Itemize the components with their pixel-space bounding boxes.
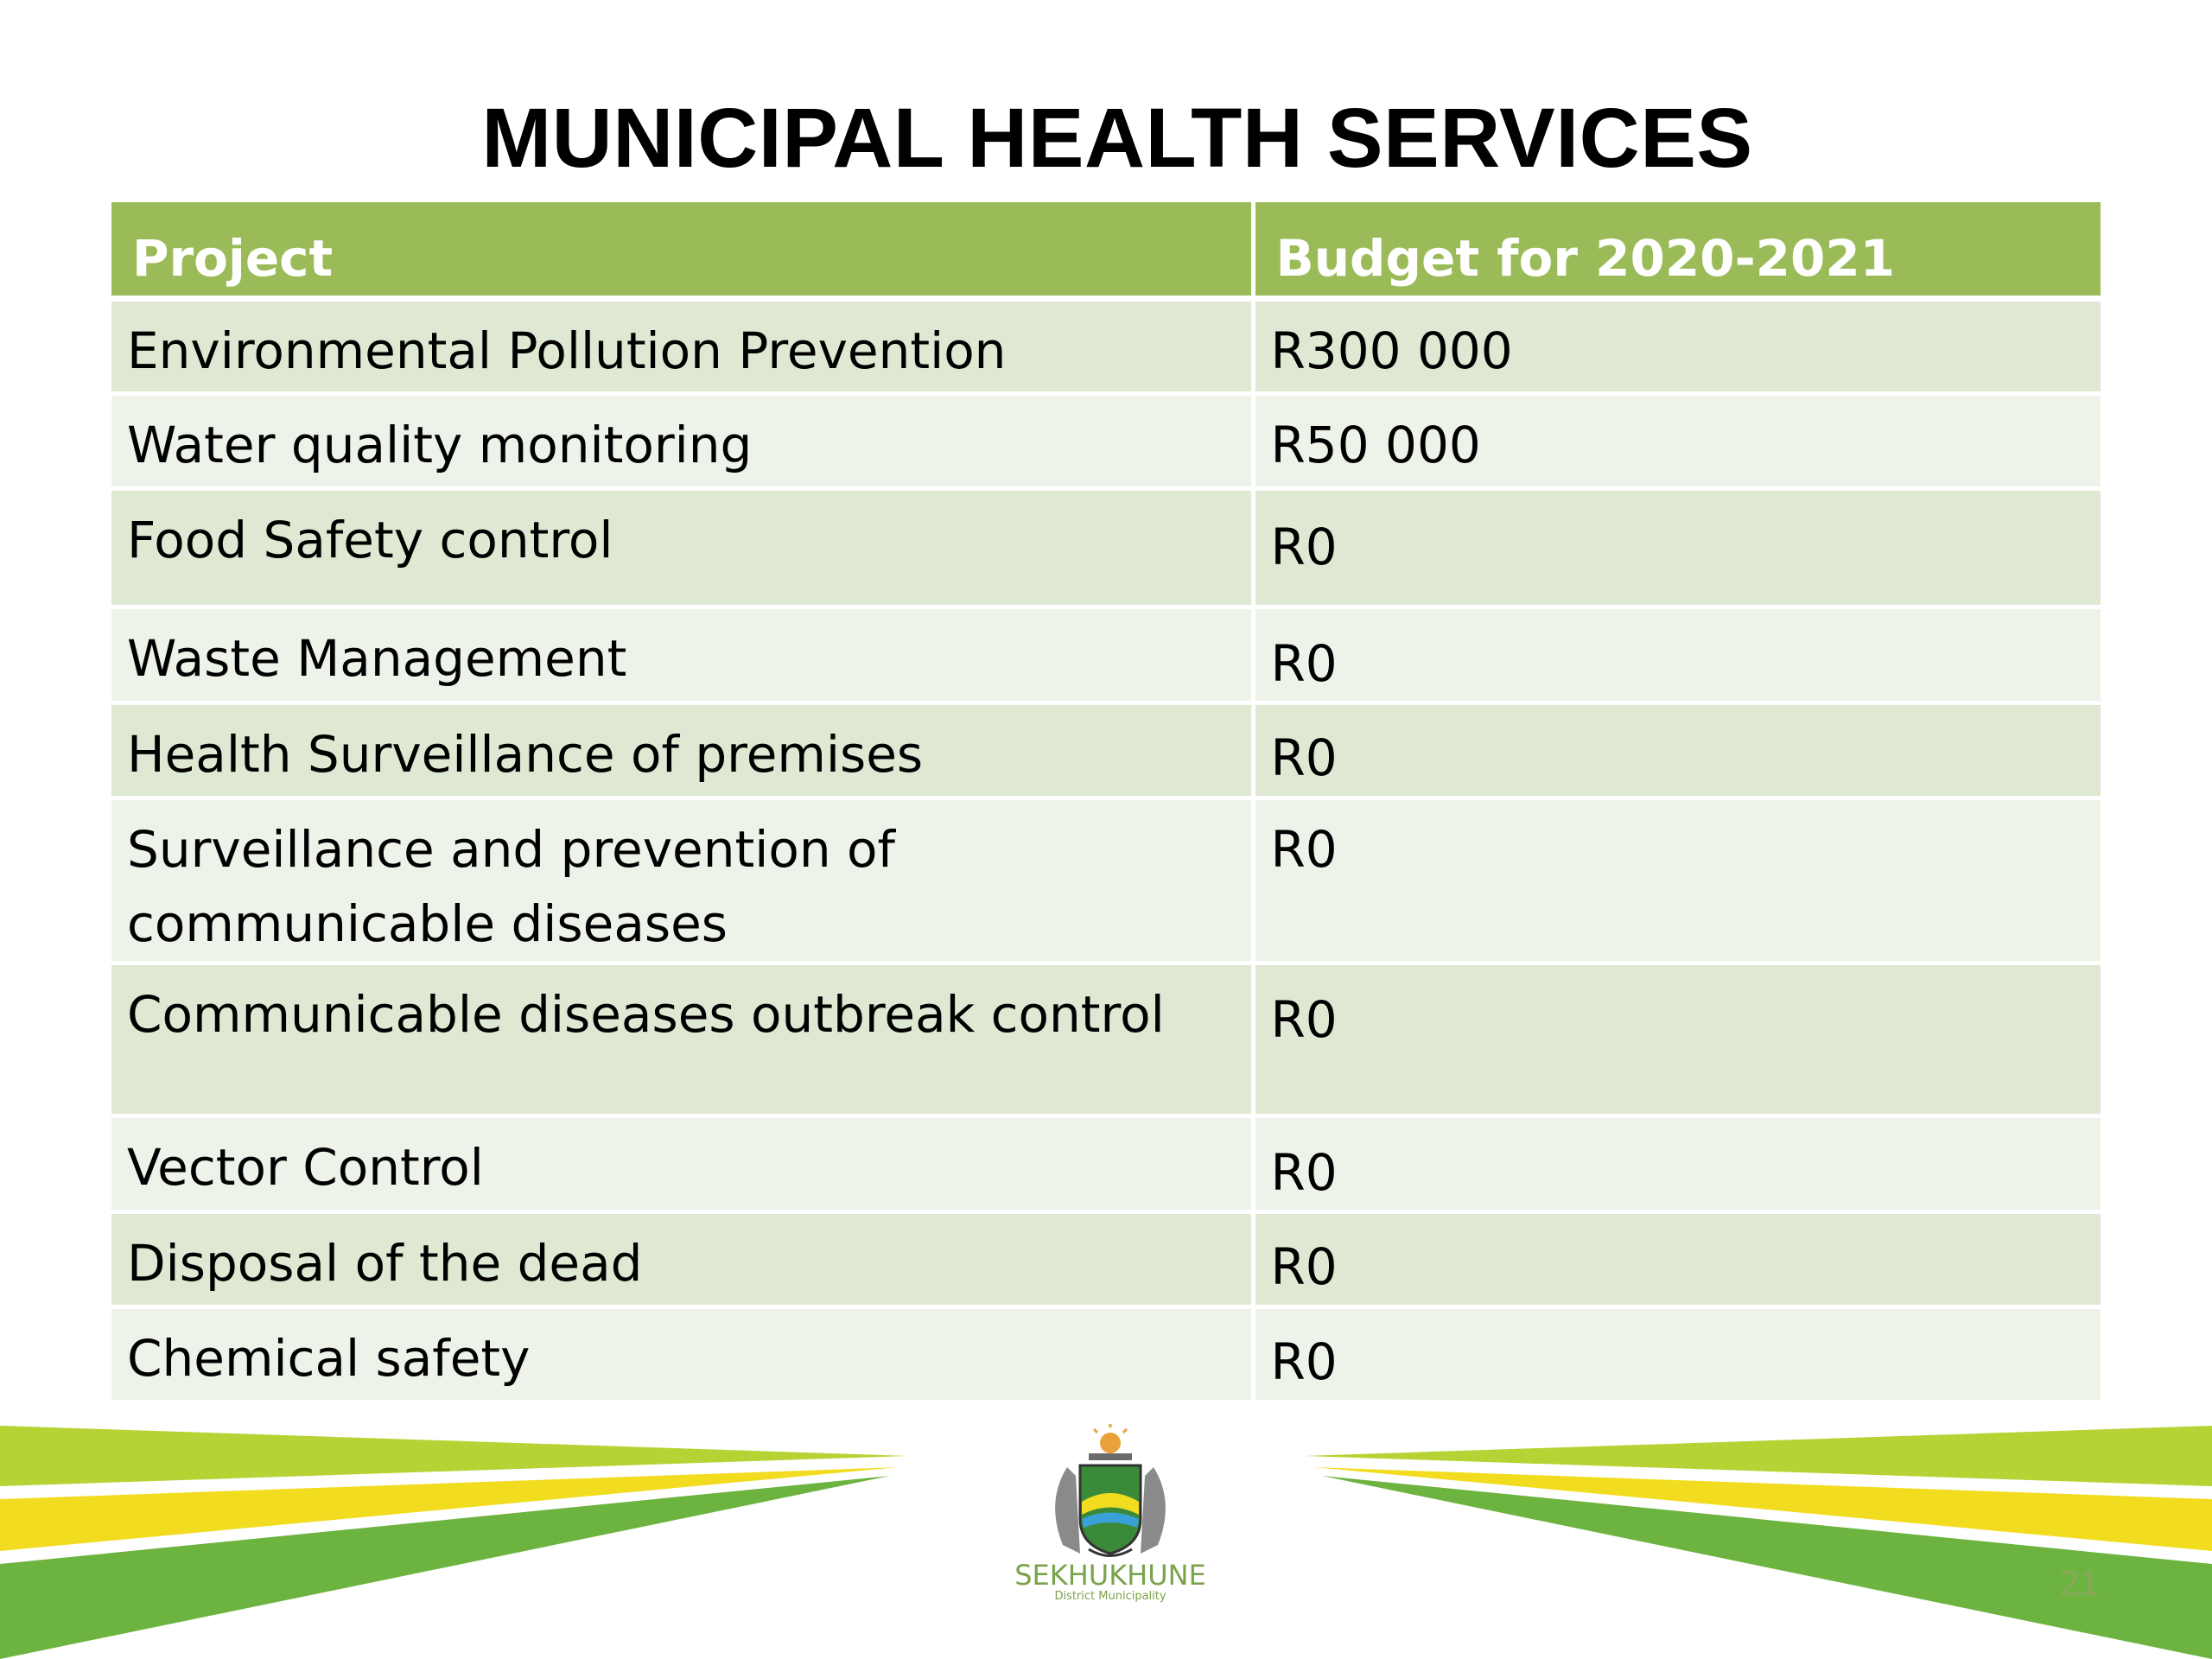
table-row [111,394,2101,489]
project-cell: Communicable diseases outbreak control [111,963,1253,1116]
table-row [111,489,2101,607]
budget-value: R0 [1270,1237,1338,1296]
table-header-row [111,202,2101,299]
slide-number: 21 [2059,1562,2100,1603]
project-cell: Chemical safety [111,1307,1253,1402]
budget-cell [1253,1307,2101,1402]
table-row [111,1116,2101,1212]
budget-value: R0 [1270,1143,1338,1202]
slide-title: MUNICIPAL HEALTH SERVICES [481,91,1753,185]
budget-table [111,202,2101,1404]
budget-cell: R300 000 [1253,299,2101,394]
project-cell: Water quality monitoring [111,394,1253,489]
budget-value: R0 [1270,1332,1338,1391]
budget-cell [1253,489,2101,607]
column-header-budget: Budget for 2020-2021 [1253,202,2101,299]
project-cell: Food Safety control [111,489,1253,607]
project-cell: Vector Control [111,1116,1253,1212]
budget-cell: R0 [1253,798,2101,963]
budget-cell [1253,1116,2101,1212]
project-cell: Environmental Pollution Prevention [111,299,1253,394]
budget-value: R0 [1270,518,1338,576]
table-row [111,798,2101,963]
budget-cell [1253,963,2101,1116]
budget-cell [1253,703,2101,798]
project-cell: Surveillance and prevention of communicable diseases [111,798,1253,963]
table-row [111,703,2101,798]
table-row [111,607,2101,703]
budget-value: R0 [1270,990,1338,1049]
project-cell: Waste Management [111,607,1253,703]
budget-cell: R50 000 [1253,394,2101,489]
budget-cell [1253,607,2101,703]
table-row [111,1212,2101,1307]
budget-cell [1253,1212,2101,1307]
table-row [111,963,2101,1116]
budget-value: R0 [1270,728,1338,787]
budget-value: R0 [1270,634,1338,693]
project-cell: Disposal of the dead [111,1212,1253,1307]
logo-name: SEKHUKHUNE [1014,1559,1206,1592]
column-header-project: Project [111,202,1253,299]
logo-subtitle: District Municipality [1054,1590,1166,1603]
table-row [111,1307,2101,1402]
project-cell: Health Surveillance of premises [111,703,1253,798]
table-row [111,299,2101,394]
